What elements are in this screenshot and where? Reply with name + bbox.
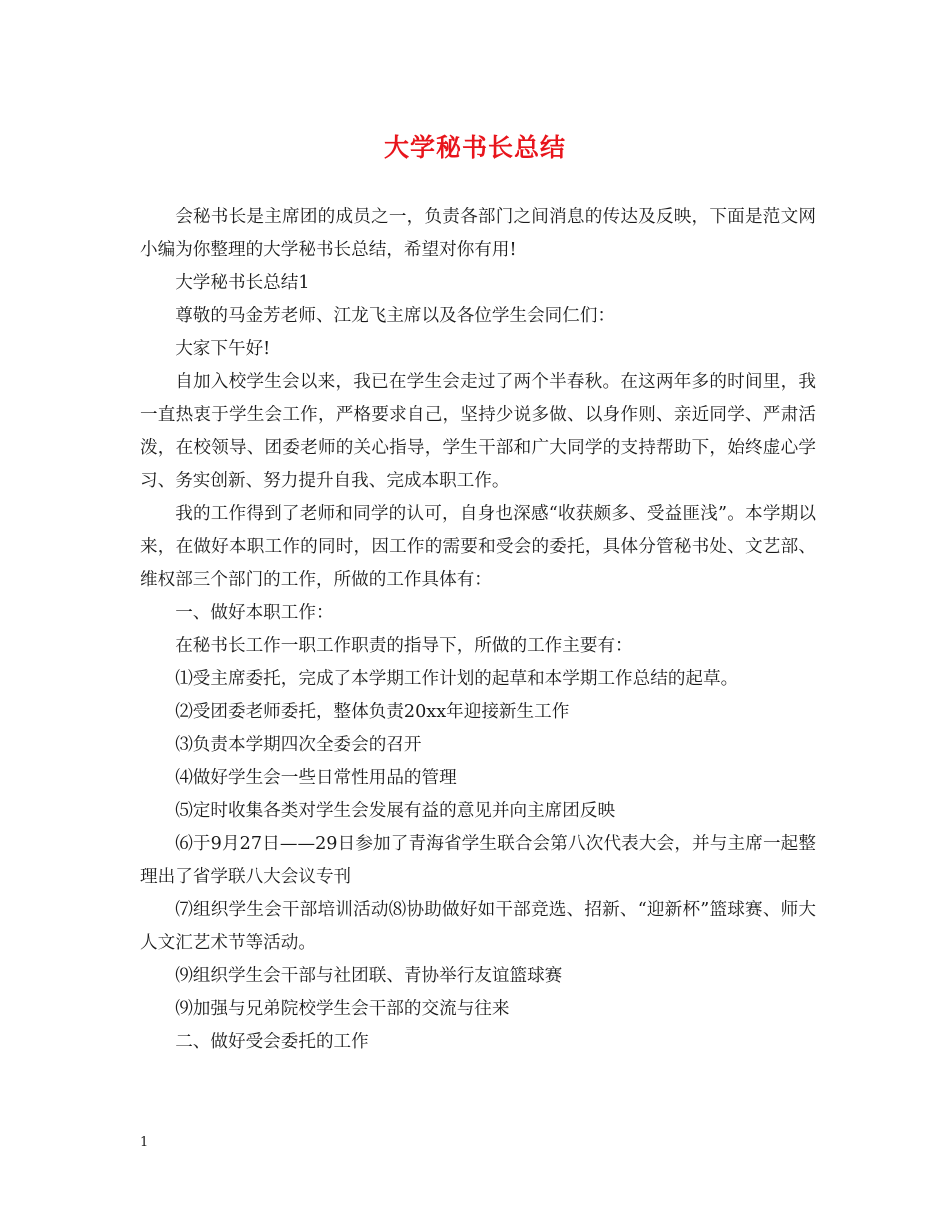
- paragraph-body-3: 在秘书长工作一职工作职责的指导下，所做的工作主要有：: [175, 636, 633, 656]
- paragraph-greeting: 大家下午好!: [175, 339, 271, 359]
- list-item: ⑹于9月27日——29日参加了青海省学生联合会第八次代表大会，并与主席一起整理出了省学联八大会议专刊: [140, 834, 816, 887]
- section-heading-1: 一、做好本职工作：: [175, 603, 334, 623]
- paragraph-salutation: 尊敬的马金芳老师、江龙飞主席以及各位学生会同仁们：: [175, 306, 616, 326]
- paragraph-body-2: 我的工作得到了老师和同学的认可，自身也深感“收获颇多、受益匪浅”。本学期以来，在做好本职工作的同时，因工作的需要和受会的委托，具体分管秘书处、文艺部、维权部三个部门的工作，所做的工作具体有：: [140, 504, 816, 590]
- list-item: ⑸定时收集各类对学生会发展有益的意见并向主席团反映: [175, 801, 616, 821]
- document-title: 大学秘书长总结: [383, 133, 566, 162]
- list-item: ⑼加强与兄弟院校学生会干部的交流与往来: [175, 999, 510, 1019]
- list-item: ⑼组织学生会干部与社团联、青协举行友谊篮球赛: [175, 966, 563, 986]
- list-item: ⑷做好学生会一些日常性用品的管理: [175, 768, 457, 788]
- list-item: ⑺组织学生会干部培训活动⑻协助做好如干部竞选、招新、“迎新杯”篮球赛、师大人文汇艺术节等活动。: [140, 900, 816, 953]
- paragraph-subtitle: 大学秘书长总结1: [175, 273, 310, 293]
- section-heading-2: 二、做好受会委托的工作: [175, 1032, 369, 1052]
- list-item: ⑶负责本学期四次全委会的召开: [175, 735, 422, 755]
- list-item: ⑴受主席委托，完成了本学期工作计划的起草和本学期工作总结的起草。: [175, 669, 739, 689]
- paragraph-intro: 会秘书长是主席团的成员之一，负责各部门之间消息的传达及反映，下面是范文网小编为你整理的大学秘书长总结，希望对你有用!: [140, 207, 816, 260]
- paragraph-body-1: 自加入校学生会以来，我已在学生会走过了两个半春秋。在这两年多的时间里，我一直热衷于学生会工作，严格要求自己，坚持少说多做、以身作则、亲近同学、严肃活泼，在校领导、团委老师的关心指导，学生干部和广大同学的支持帮助下，始终虚心学习、务实创新、努力提升自我、完成本职工作。: [140, 372, 816, 491]
- document-body: [140, 201, 816, 1059]
- list-item: ⑵受团委老师委托，整体负责20xx年迎接新生工作: [175, 702, 570, 722]
- page-number: 1: [140, 1135, 149, 1150]
